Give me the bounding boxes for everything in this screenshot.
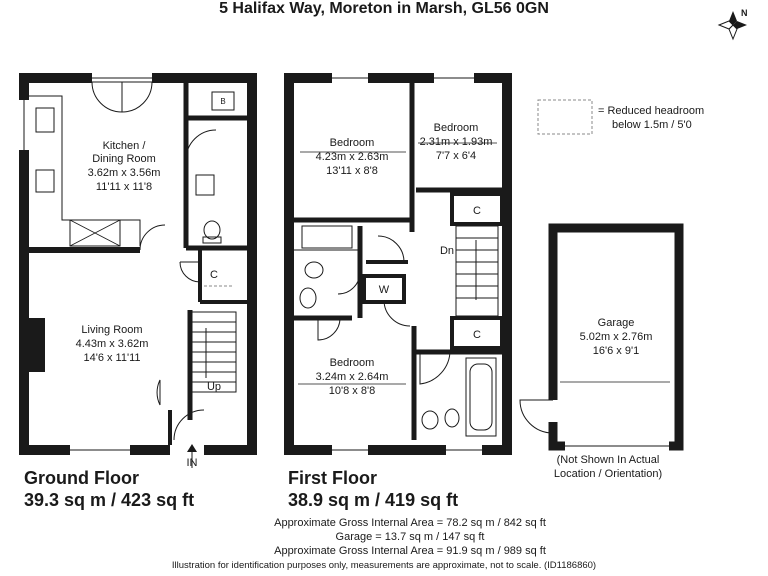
legend-line-1: = Reduced headroom [598, 105, 705, 117]
entrance-label: IN [186, 457, 198, 469]
total-area-line-1: Approximate Gross Internal Area = 78.2 sq m / 842 sq ft [274, 517, 546, 529]
bed2-label-1: Bedroom [433, 122, 479, 134]
living-label-2: 4.43m x 3.62m [75, 338, 149, 350]
kitchen-label-2: Dining Room [92, 153, 156, 165]
ground-floor-area: 39.3 sq m / 423 sq ft [24, 490, 195, 510]
bed2-label-2: 2.31m x 1.93m [419, 136, 493, 148]
kitchen-label-1: Kitchen / [102, 140, 146, 152]
bed1-label-1: Bedroom [329, 137, 375, 149]
garage-label-2: 5.02m x 2.76m [579, 331, 653, 343]
legend-line-2: below 1.5m / 5'0 [612, 119, 692, 131]
ff-stairs-label: Dn [439, 245, 455, 257]
disclaimer: Illustration for identification purposes only, measurements are approximate, not to scale. (ID1186860) [171, 560, 597, 571]
living-label-3: 14'6 x 11'11 [83, 352, 141, 364]
page-title: 5 Halifax Way, Moreton in Marsh, GL56 0GN [219, 0, 549, 17]
boiler-label: B [220, 97, 226, 106]
garage-label-3: 16'6 x 9'1 [592, 345, 640, 357]
wardrobe-label: W [378, 284, 390, 296]
gf-stairs-label: Up [206, 381, 222, 393]
legend-text [598, 104, 704, 132]
bed3-label-1: Bedroom [329, 357, 375, 369]
garage-label-1: Garage [597, 317, 635, 329]
garage-note-line-2: Location / Orientation) [553, 468, 663, 480]
compass-north-label: N [741, 8, 748, 18]
bed1-label-2: 4.23m x 2.63m [315, 151, 389, 163]
compass-icon [719, 8, 748, 39]
gf-cupboard-label: C [210, 269, 218, 281]
first-floor-title: First Floor [288, 468, 377, 488]
garage-note-line-1: (Not Shown In Actual [556, 454, 660, 466]
first-floor-area: 38.9 sq m / 419 sq ft [288, 490, 459, 510]
garage-note [536, 453, 680, 481]
kitchen-label-4: 11'11 x 11'8 [95, 181, 153, 193]
ff-cupboard-top-label: C [473, 205, 481, 217]
bed3-label-2: 3.24m x 2.64m [315, 371, 389, 383]
ground-floor-title: Ground Floor [24, 468, 139, 488]
total-area-line-3: Approximate Gross Internal Area = 91.9 sq m / 989 sq ft [274, 545, 546, 557]
reduced-headroom-legend-box [538, 100, 592, 134]
ff-cupboard-bottom-label: C [473, 329, 481, 341]
kitchen-label-3: 3.62m x 3.56m [87, 167, 161, 179]
living-label-1: Living Room [81, 324, 143, 336]
bed3-label-3: 10'8 x 8'8 [328, 385, 376, 397]
bed2-label-3: 7'7 x 6'4 [435, 150, 477, 162]
garage-area-line: Garage = 13.7 sq m / 147 sq ft [335, 531, 485, 543]
bed1-label-3: 13'11 x 8'8 [326, 165, 378, 177]
